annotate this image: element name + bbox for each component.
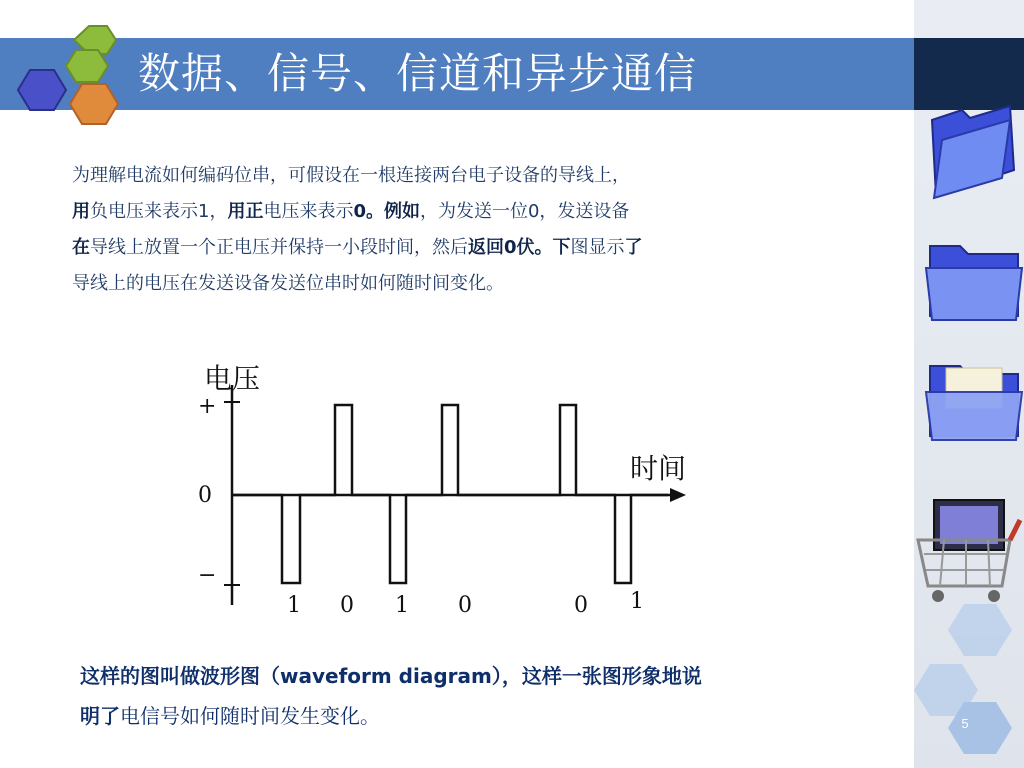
caption-line: 明了电信号如何随时间发生变化。 [80, 704, 380, 728]
folder-icon [926, 366, 1022, 440]
folder-icon [932, 106, 1014, 198]
time-axis-label: 时间 [630, 452, 687, 485]
paragraph-line: 导线上的电压在发送设备发送位串时如何随时间变化。 [72, 273, 504, 294]
page-title: 数据、信号、信道和异步通信 [138, 49, 698, 98]
intro-paragraph [72, 158, 872, 302]
caption-line: 这样的图叫做波形图（waveform diagram），这样一张图形象地说 [80, 664, 702, 688]
caption [80, 656, 900, 736]
page-number: 5 [961, 716, 969, 731]
paragraph-line: 在导线上放置一个正电压并保持一小段时间，然后返回0伏。下图显示了 [72, 237, 643, 258]
hexagon-logo-icon [10, 20, 140, 130]
level-label-minus: − [198, 563, 217, 588]
time-axis-arrow-icon [670, 488, 686, 502]
level-label-zero: 0 [198, 483, 212, 508]
hexagon-decoration [914, 604, 1012, 754]
paragraph-line: 为理解电流如何编码位串，可假设在一根连接两台电子设备的导线上， [72, 165, 630, 186]
bit-label: 0 [574, 593, 588, 618]
voltage-axis-label: 电压 [204, 362, 261, 395]
side-icons [914, 0, 1024, 768]
bit-label: 1 [630, 589, 644, 614]
bit-label: 0 [340, 593, 354, 618]
paragraph-line: 用负电压来表示1，用正电压来表示0。例如，为发送一位0，发送设备 [72, 201, 630, 222]
laptop-cart-icon [918, 500, 1020, 602]
level-label-plus: + [198, 394, 217, 419]
bit-label: 1 [395, 593, 409, 618]
waveform-diagram [190, 350, 700, 620]
bit-label: 0 [458, 593, 472, 618]
bit-label: 1 [287, 593, 301, 618]
folder-icon [926, 246, 1022, 320]
